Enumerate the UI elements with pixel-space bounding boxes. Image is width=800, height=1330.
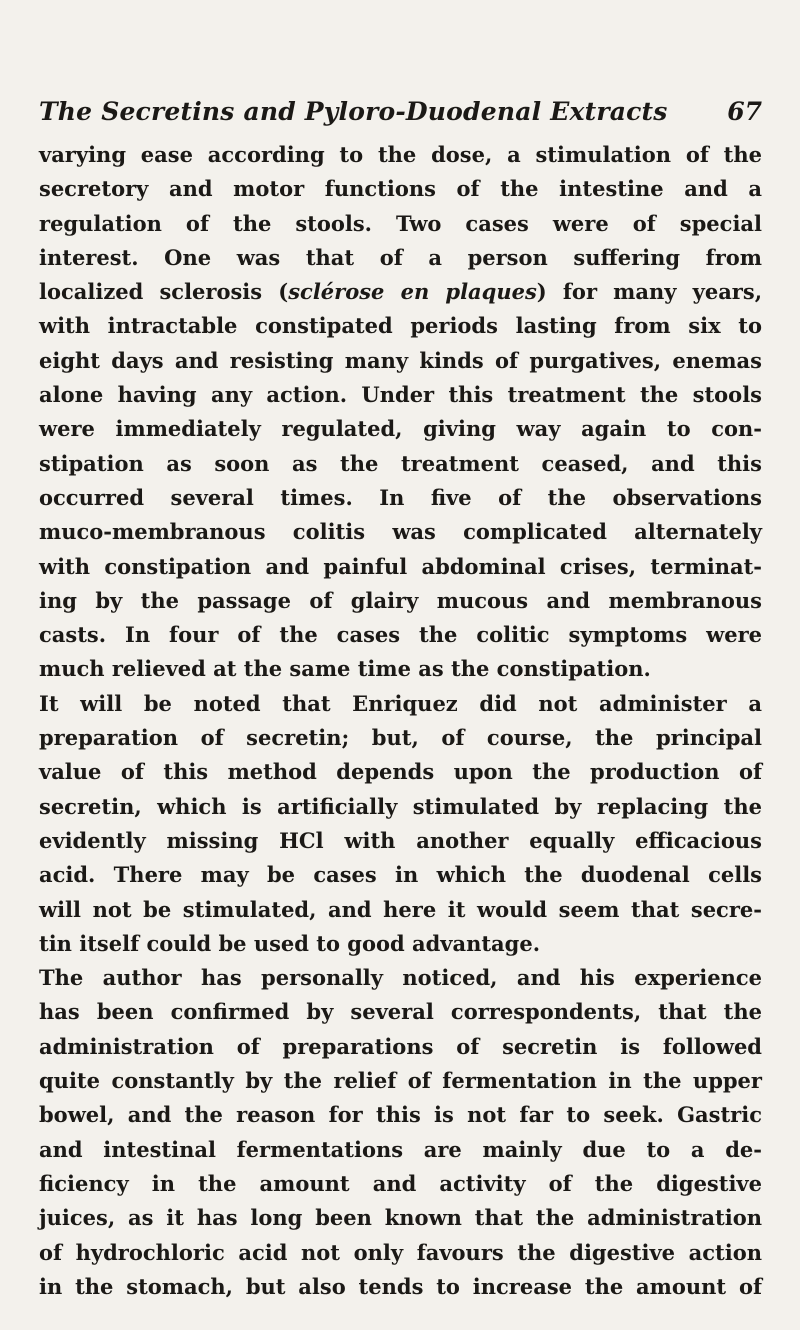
text-line: secretory and motor functions of the intestine and a [39,176,762,202]
text-line: has been confirmed by several correspondents, that the [39,999,762,1025]
text-line: much relieved at the same time as the constipation. [39,656,651,682]
text-line: administration of preparations of secretin is followed [39,1033,762,1059]
text-line: casts. In four of the cases the colitic symptoms were [39,622,762,648]
text-segment: ) for many years, [536,279,763,305]
text-line: alone having any action. Under this treatment the stools [39,382,762,408]
text-line: quite constantly by the relief of fermentation in the upper [39,1068,762,1094]
text-line: in the stomach, but also tends to increase the amount of [39,1273,762,1299]
text-line: ficiency in the amount and activity of the digestive [39,1170,762,1196]
page-number: 67 [727,97,762,126]
text-line [39,275,762,309]
text-line: secretin, which is artificially stimulated by replacing the [39,793,762,819]
text-line: will not be stimulated, and here it would seem that secre- [39,896,762,922]
text-line: It will be noted that Enriquez did not administer a [39,690,762,716]
text-line: varying ease according to the dose, a stimulation of the [39,142,762,167]
running-head [39,94,762,134]
text-line: stipation as soon as the treatment ceased, and this [39,450,762,476]
text-line: preparation of secretin; but, of course, the principal [39,725,762,751]
text-line: juices, as it has long been known that the administration [39,1205,762,1231]
text-line: muco-membranous colitis was complicated alternately [39,519,762,545]
text-line: with constipation and painful abdominal crises, terminat- [39,553,762,579]
text-line: and intestinal fermentations are mainly due to a de- [39,1136,762,1162]
body-text [39,138,762,1304]
running-title: The Secretins and Pyloro-Duodenal Extracts [39,97,668,126]
text-line: The author has personally noticed, and his experience [39,965,762,991]
text-line: occurred several times. In five of the observations [39,484,762,510]
text-line: were immediately regulated, giving way again to con- [39,416,762,442]
text-line: tin itself could be used to good advantage. [39,930,541,956]
text-line: eight days and resisting many kinds of purgatives, enemas [39,347,762,373]
text-line: regulation of the stools. Two cases were of special [39,210,762,236]
text-line: with intractable constipated periods lasting from six to [39,313,762,339]
text-line: ing by the passage of glairy mucous and membranous [39,587,762,613]
text-segment: localized sclerosis ( [39,279,289,305]
text-line: value of this method depends upon the production of [39,759,762,785]
text-line: interest. One was that of a person suffering from [39,244,762,270]
text-line: evidently missing HCl with another equally efficacious [39,827,762,853]
italic-phrase: sclérose en plaques [288,279,537,305]
text-line: acid. There may be cases in which the duodenal cells [39,862,762,888]
text-line: bowel, and the reason for this is not far to seek. Gastric [39,1102,762,1128]
text-line: of hydrochloric acid not only favours the digestive action [39,1239,762,1265]
